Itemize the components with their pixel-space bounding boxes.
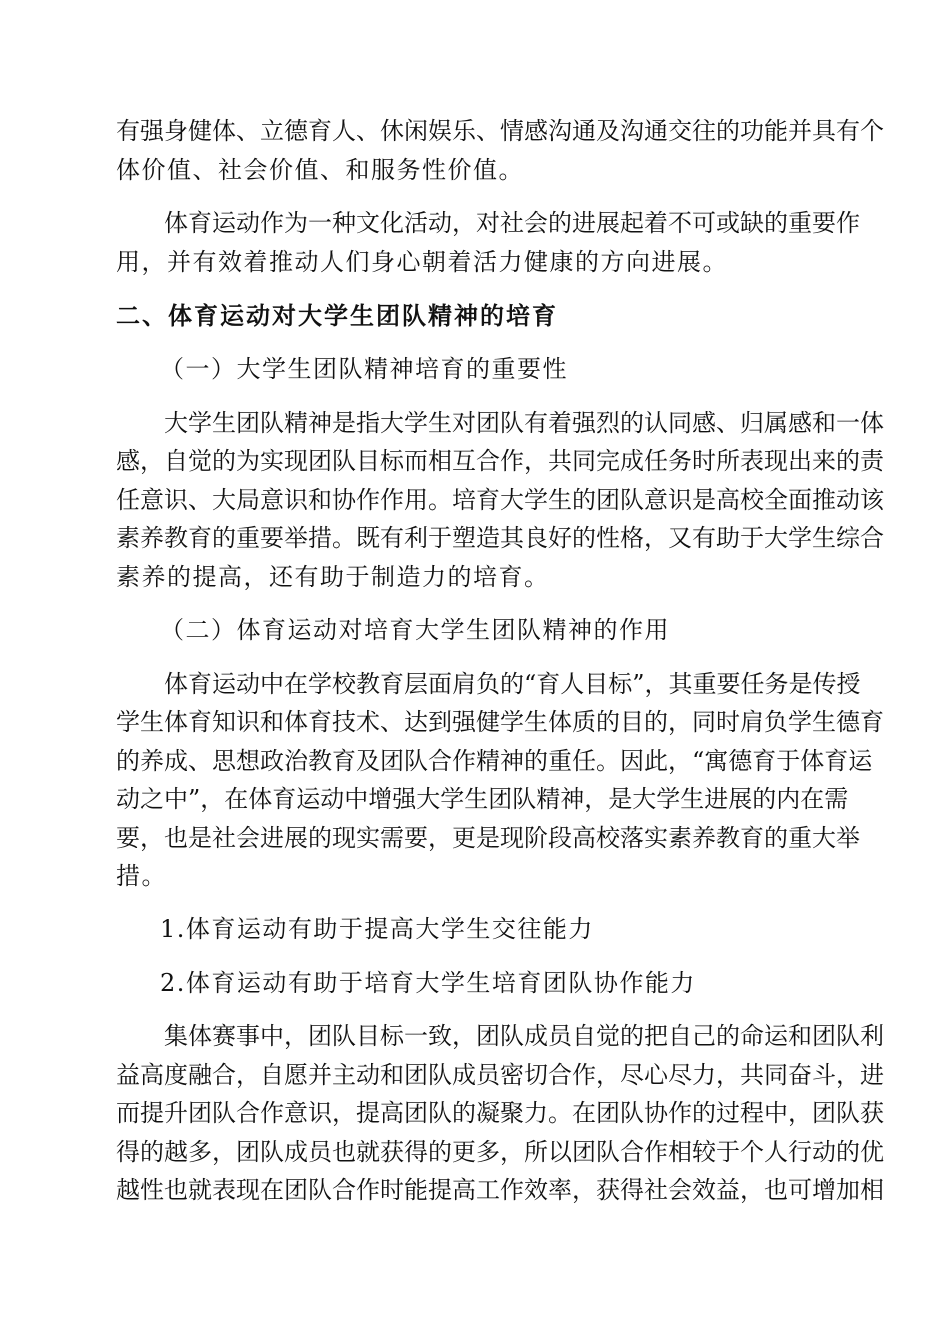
paragraph-2-line-2: 用，并有效着推动人们身心朝着活力健康的方向进展。 (116, 248, 728, 276)
paragraph-4-line-3: 的养成、思想政治教育及团队合作精神的重任。因此，“寓德育于体育运 (116, 747, 873, 775)
paragraph-5-line-2: 益高度融合，自愿并主动和团队成员密切合作，尽心尽力，共同奋斗，进 (116, 1061, 884, 1089)
paragraph-5-line-1: 集体赛事中，团队目标一致，团队成员自觉的把自己的命运和团队利 (164, 1022, 884, 1050)
numbered-item-1: 1.体育运动有助于提高大学生交往能力 (160, 915, 594, 943)
paragraph-1-line-2: 体价值、社会价值、和服务性价值。 (116, 156, 524, 184)
paragraph-2-line-1: 体育运动作为一种文化活动，对社会的进展起着不可或缺的重要作 (164, 209, 860, 237)
paragraph-4-line-4: 动之中”，在体育运动中增强大学生团队精神，是大学生进展的内在需 (116, 785, 849, 813)
paragraph-5-line-3: 而提升团队合作意识，提高团队的凝聚力。在团队协作的过程中，团队获 (116, 1099, 884, 1127)
paragraph-3-line-2: 感，自觉的为实现团队目标而相互合作，共同完成任务时所表现出来的责 (116, 447, 884, 475)
paragraph-4-line-6: 措。 (116, 862, 167, 890)
paragraph-5-line-4: 得的越多，团队成员也就获得的更多，所以团队合作相较于个人行动的优 (116, 1138, 884, 1166)
paragraph-1-line-1: 有强身健体、立德育人、休闲娱乐、情感沟通及沟通交往的功能并具有个 (116, 117, 884, 145)
paragraph-3-line-1: 大学生团队精神是指大学生对团队有着强烈的认同感、归属感和一体 (164, 409, 884, 437)
subsection-heading-2: （二）体育运动对培育大学生团队精神的作用 (160, 616, 670, 644)
paragraph-5-line-5: 越性也就表现在团队合作时能提高工作效率，获得社会效益，也可增加相 (116, 1176, 884, 1204)
section-heading: 二、体育运动对大学生团队精神的培育 (116, 302, 558, 330)
paragraph-4-line-2: 学生体育知识和体育技术、达到强健学生体质的目的，同时肩负学生德育 (116, 708, 884, 736)
paragraph-4-line-5: 要，也是社会进展的现实需要，更是现阶段高校落实素养教育的重大举 (116, 824, 860, 852)
paragraph-3-line-4: 素养教育的重要举措。既有利于塑造其良好的性格，又有助于大学生综合 (116, 524, 884, 552)
paragraph-3-line-3: 任意识、大局意识和协作作用。培育大学生的团队意识是高校全面推动该 (116, 486, 884, 514)
numbered-item-2: 2.体育运动有助于培育大学生培育团队协作能力 (160, 969, 696, 997)
paragraph-4-line-1: 体育运动中在学校教育层面肩负的“育人目标”，其重要任务是传授 (164, 670, 861, 698)
paragraph-3-line-5: 素养的提高，还有助于制造力的培育。 (116, 563, 550, 591)
subsection-heading-1: （一）大学生团队精神培育的重要性 (160, 355, 568, 383)
